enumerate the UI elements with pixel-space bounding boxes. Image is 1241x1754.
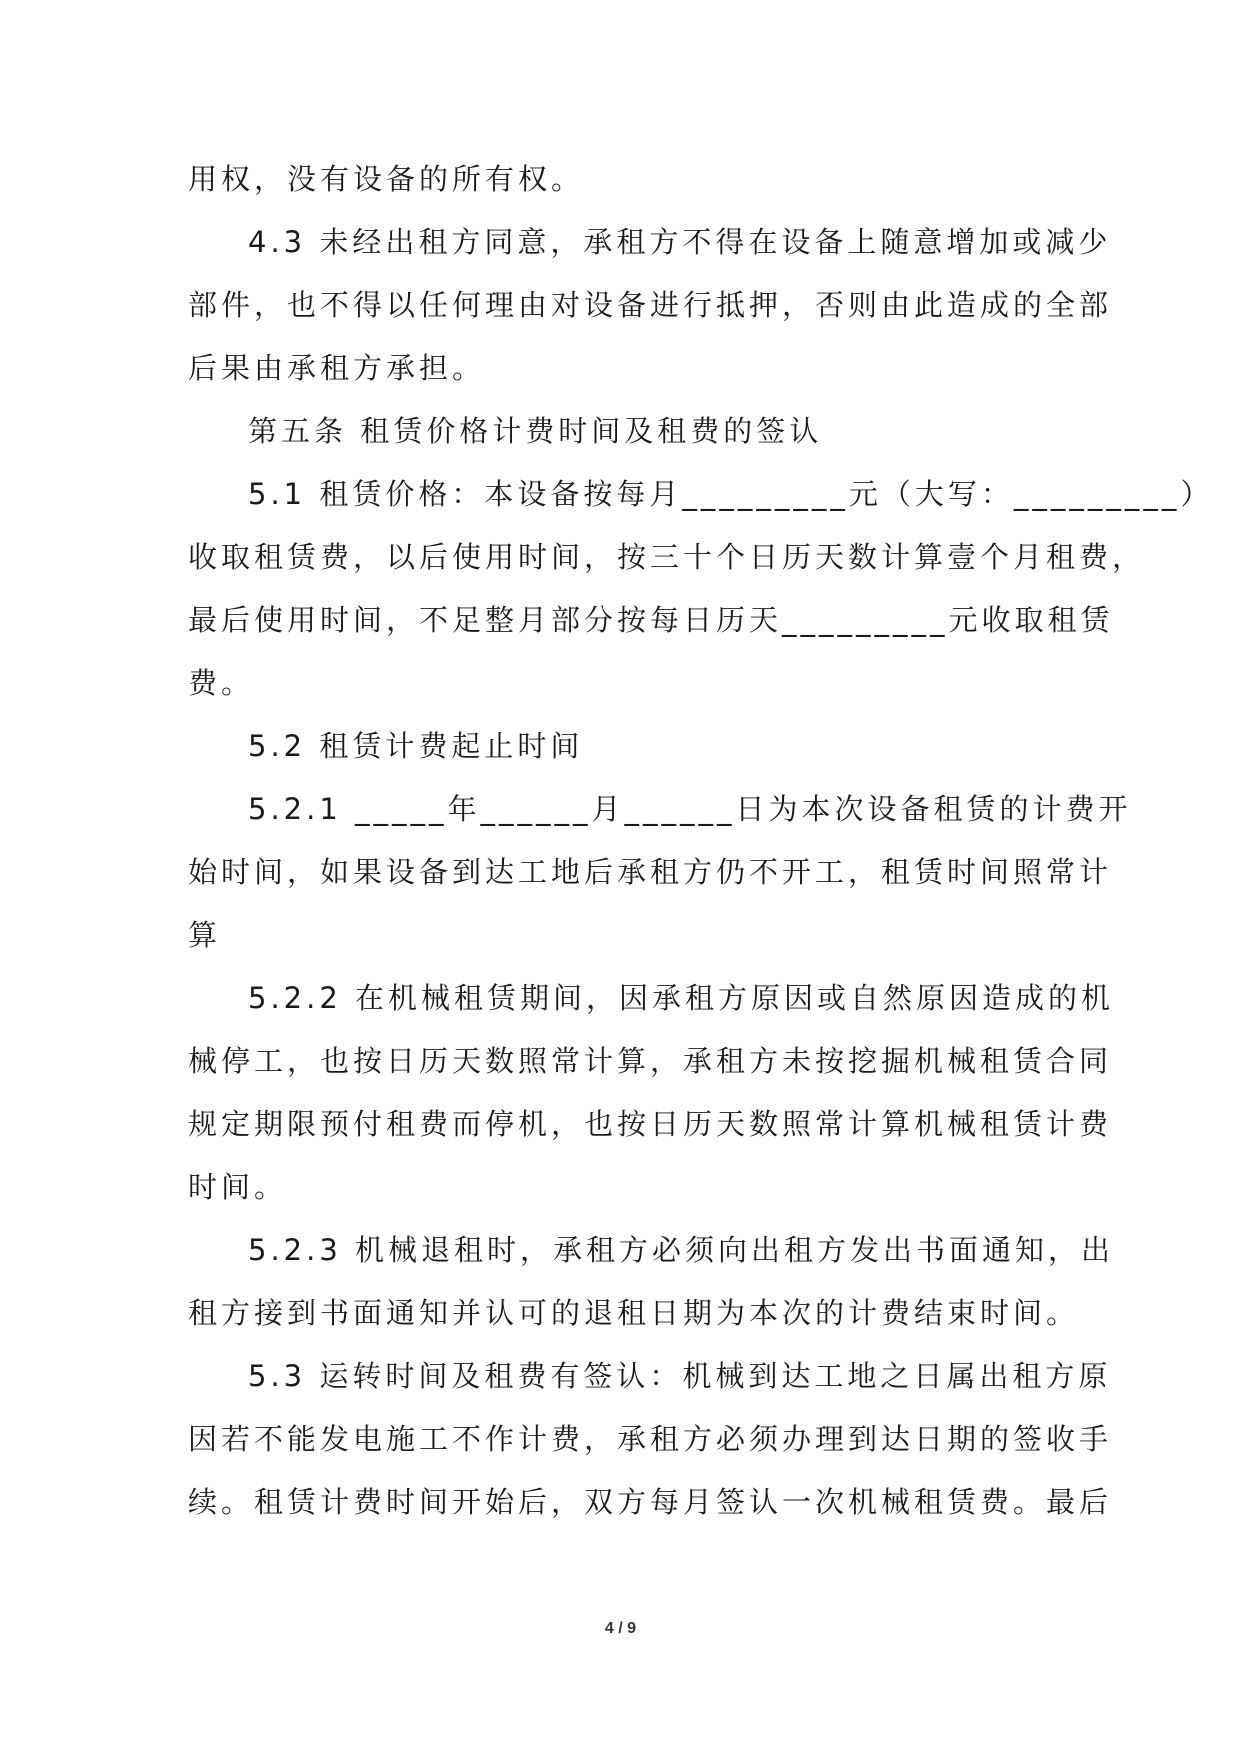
text-line: 5.2.3 机械退租时，承租方必须向出租方发出书面通知，出 xyxy=(248,1233,1115,1267)
text-line: 始时间，如果设备到达工地后承租方仍不开工，租赁时间照常计 xyxy=(188,855,1113,889)
page-number: 4 / 9 xyxy=(604,1620,637,1637)
text-line: 械停工，也按日历天数照常计算，承租方未按挖掘机械租赁合同 xyxy=(188,1044,1113,1078)
text-line: 租方接到书面通知并认可的退租日期为本次的计费结束时间。 xyxy=(188,1296,1080,1330)
text-line: 后果由承租方承担。 xyxy=(188,351,486,385)
text-line: 续。租赁计费时间开始后，双方每月签认一次机械租赁费。最后 xyxy=(188,1485,1113,1519)
text-line: 5.1 租赁价格：本设备按每月_________元（大写：_________） xyxy=(248,477,1214,511)
text-line: 时间。 xyxy=(188,1170,288,1204)
text-line: 5.3 运转时间及租费有签认：机械到达工地之日属出租方原 xyxy=(248,1359,1112,1393)
section-heading: 第五条 租赁价格计费时间及租费的签认 xyxy=(248,414,823,448)
text-line: 5.2.2 在机械租赁期间，因承租方原因或自然原因造成的机 xyxy=(248,981,1115,1015)
text-line: 4.3 未经出租方同意，承租方不得在设备上随意增加或减少 xyxy=(248,225,1112,259)
text-line: 收取租赁费，以后使用时间，按三十个日历天数计算壹个月租费， xyxy=(188,540,1146,574)
text-line: 算 xyxy=(188,918,222,952)
text-line: 5.2.1 _____年______月______日为本次设备租赁的计费开 xyxy=(248,792,1132,826)
text-line: 部件，也不得以任何理由对设备进行抵押，否则由此造成的全部 xyxy=(188,288,1113,322)
text-line: 规定期限预付租费而停机，也按日历天数照常计算机械租赁计费 xyxy=(188,1107,1113,1141)
text-line: 费。 xyxy=(188,666,255,700)
text-line: 最后使用时间，不足整月部分按每日历天_________元收取租赁 xyxy=(188,603,1114,637)
text-line: 5.2 租赁计费起止时间 xyxy=(248,729,584,763)
text-line: 用权，没有设备的所有权。 xyxy=(188,162,585,196)
text-line: 因若不能发电施工不作计费，承租方必须办理到达日期的签收手 xyxy=(188,1422,1113,1456)
body-text xyxy=(188,148,1214,1534)
